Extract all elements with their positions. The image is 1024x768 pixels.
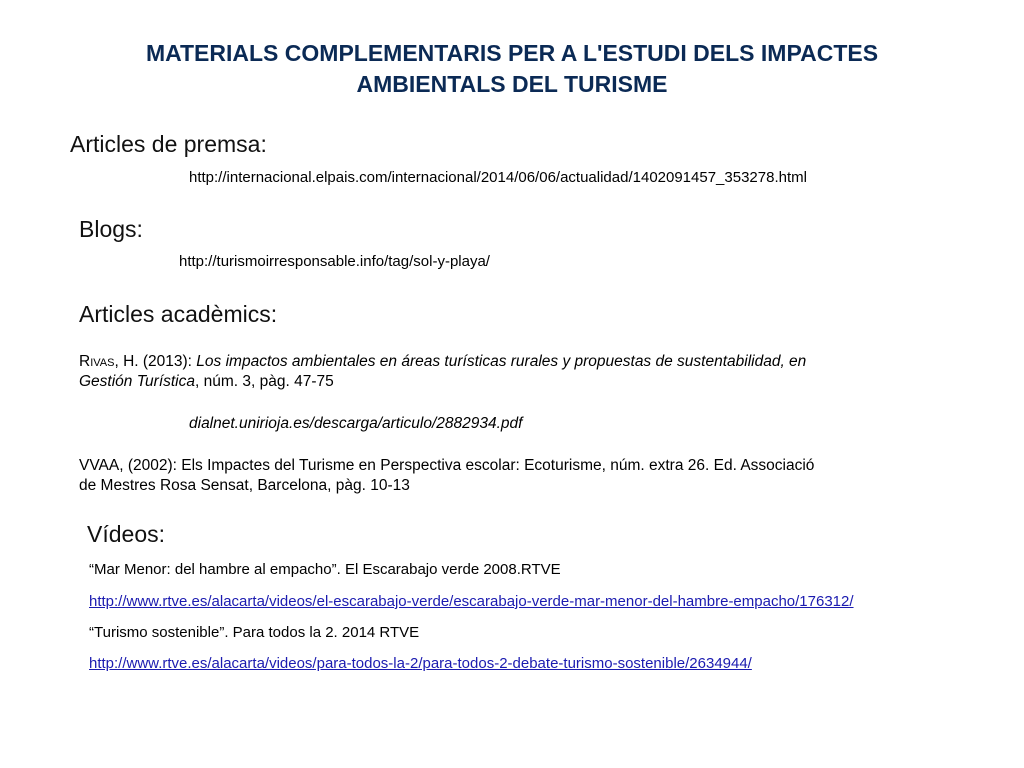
videos-heading: Vídeos: (87, 521, 165, 547)
academic-reference-1 (79, 352, 806, 392)
reference-1-line-2 (79, 372, 806, 392)
page-title-line-1: MATERIALS COMPLEMENTARIS PER A L'ESTUDI DELS IMPACTES (145, 40, 879, 66)
video-2-link[interactable]: http://www.rtve.es/alacarta/videos/para-todos-la-2/para-todos-2-debate-turismo-sostenible/2634944/ (89, 655, 752, 672)
blogs-heading: Blogs: (79, 216, 143, 242)
press-url: http://internacional.elpais.com/internacional/2014/06/06/actualidad/1402091457_353278.html (189, 169, 807, 186)
video-1-link[interactable]: http://www.rtve.es/alacarta/videos/el-escarabajo-verde/escarabajo-verde-mar-menor-del-hambre-empacho/176312/ (89, 593, 854, 610)
press-heading: Articles de premsa: (70, 131, 267, 157)
reference-1-author: Rivas (79, 353, 115, 370)
academic-heading: Articles acadèmics: (79, 301, 278, 327)
page-title (0, 38, 1024, 100)
page-title-line-2: AMBIENTALS DEL TURISME (356, 71, 668, 97)
video-2-caption: “Turismo sostenible”. Para todos la 2. 2014 RTVE (89, 624, 420, 641)
academic-reference-2 (79, 456, 814, 496)
reference-1-year: , H. (2013): (114, 353, 197, 370)
reference-1-link (189, 414, 522, 434)
video-1-caption: “Mar Menor: del hambre al empacho”. El Escarabajo verde 2008.RTVE (89, 561, 561, 578)
reference-2-line-1: VVAA, (2002): Els Impactes del Turisme en Perspectiva escolar: Ecoturisme, núm. extra 26. Ed. Associació (79, 457, 815, 474)
reference-1-pages: , núm. 3, pàg. 47-75 (195, 373, 334, 390)
reference-1-title: Los impactos ambientales en áreas turísticas rurales y propuestas de sustentabilidad, en (196, 353, 807, 370)
reference-2-line-2: de Mestres Rosa Sensat, Barcelona, pàg. 10-13 (79, 477, 410, 494)
blogs-url: http://turismoirresponsable.info/tag/sol-y-playa/ (179, 253, 490, 270)
reference-1-link-text: dialnet.unirioja.es/descarga/articulo/2882934.pdf (189, 415, 523, 432)
reference-1-journal: Gestión Turística (79, 373, 196, 390)
reference-1-line-1 (79, 352, 806, 372)
